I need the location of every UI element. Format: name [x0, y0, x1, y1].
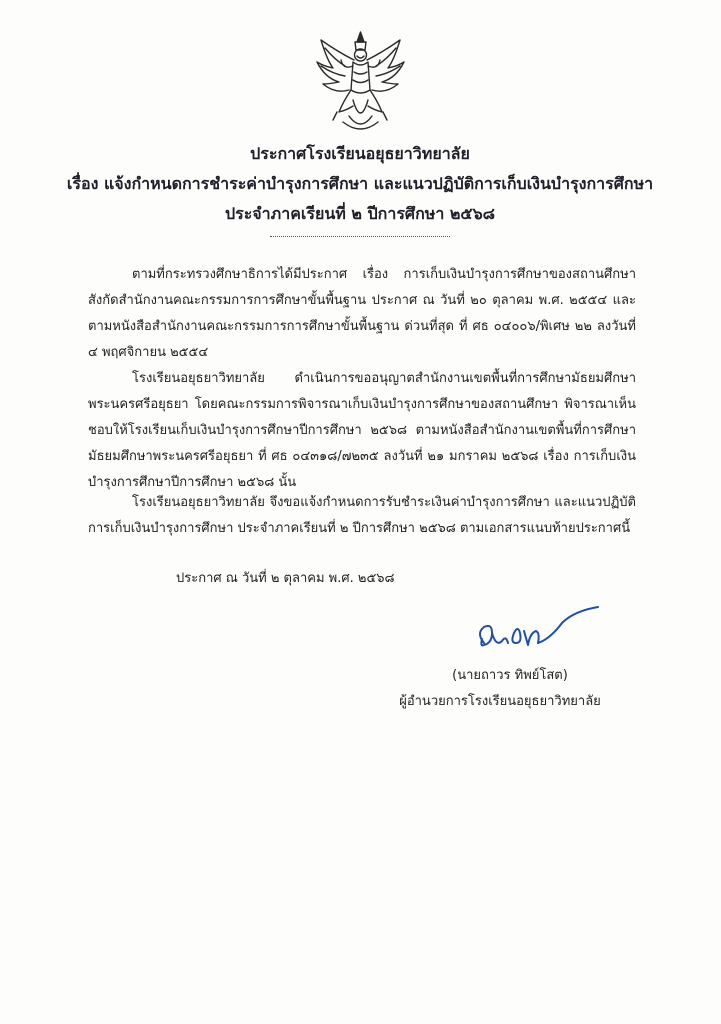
announcement-title: ประกาศโรงเรียนอยุธยาวิทยาลัย	[250, 144, 470, 163]
garuda-emblem-icon	[313, 30, 408, 135]
handwritten-signature-icon	[470, 603, 610, 663]
body-paragraph-2	[88, 366, 636, 496]
body-paragraph-1	[88, 262, 636, 366]
announcement-term: ประจำภาคเรียนที่ ๒ ปีการศึกษา ๒๕๖๘	[224, 204, 496, 223]
header-divider	[270, 236, 450, 237]
announcement-date: ประกาศ ณ วันที่ ๒ ตุลาคม พ.ศ. ๒๕๖๘	[176, 571, 395, 586]
paragraph-text: โรงเรียนอยุธยาวิทยาลัย จึงขอแจ้งกำหนดการรับชำระเงินค่าบำรุงการศึกษา และแนวปฏิบัติการเก็บเงินบำรุงการศึกษา ประจำภาคเรียนที่ ๒ ปีการศึกษา ๒๕๖๘ ตามเอกสารแนบท้ายประกาศนี้	[88, 495, 636, 536]
signer-title: ผู้อำนวยการโรงเรียนอยุธยาวิทยาลัย	[399, 694, 601, 709]
announcement-subject: เรื่อง แจ้งกำหนดการชำระค่าบำรุงการศึกษา และแนวปฏิบัติการเก็บเงินบำรุงการศึกษา	[66, 174, 654, 193]
signer-name: (นายถาวร ทิพย์โสต)	[452, 668, 568, 683]
paragraph-text: ตามที่กระทรวงศึกษาธิการได้มีประกาศ เรื่อง การเก็บเงินบำรุงการศึกษาของสถานศึกษา สังกัดสำนักงานคณะกรรมการการศึกษาขั้นพื้นฐาน ประกาศ ณ วันที่ ๒๐ ตุลาคม พ.ศ. ๒๕๕๔ และตามหนังสือสำนักงานคณะกรรมการการศึกษาขั้นพื้นฐาน ด่วนที่สุด ที่ ศธ ๐๔๐๐๖/พิเศษ ๒๒ ลงวันที่ ๔ พฤศจิกายน ๒๕๕๔	[88, 267, 636, 360]
body-paragraph-3	[88, 490, 636, 542]
paragraph-text: โรงเรียนอยุธยาวิทยาลัย ดำเนินการขออนุญาตสำนักงานเขตพื้นที่การศึกษามัธยมศึกษาพระนครศรีอยุธยา โดยคณะกรรมการพิจารณาเก็บเงินบำรุงการศึกษาของสถานศึกษา พิจารณาเห็นชอบให้โรงเรียนเก็บเงินบำรุงการศึกษาปีการศึกษา ๒๕๖๘ ตามหนังสือสำนักงานเขตพื้นที่การศึกษามัธยมศึกษาพระนครศรีอยุธยา ที่ ศธ ๐๔๓๑๘/๗๒๓๕ ลงวันที่ ๒๑ มกราคม ๒๕๖๘ เรื่อง การเก็บเงินบำรุงการศึกษาปีการศึกษา ๒๕๖๘ นั้น	[88, 371, 636, 490]
